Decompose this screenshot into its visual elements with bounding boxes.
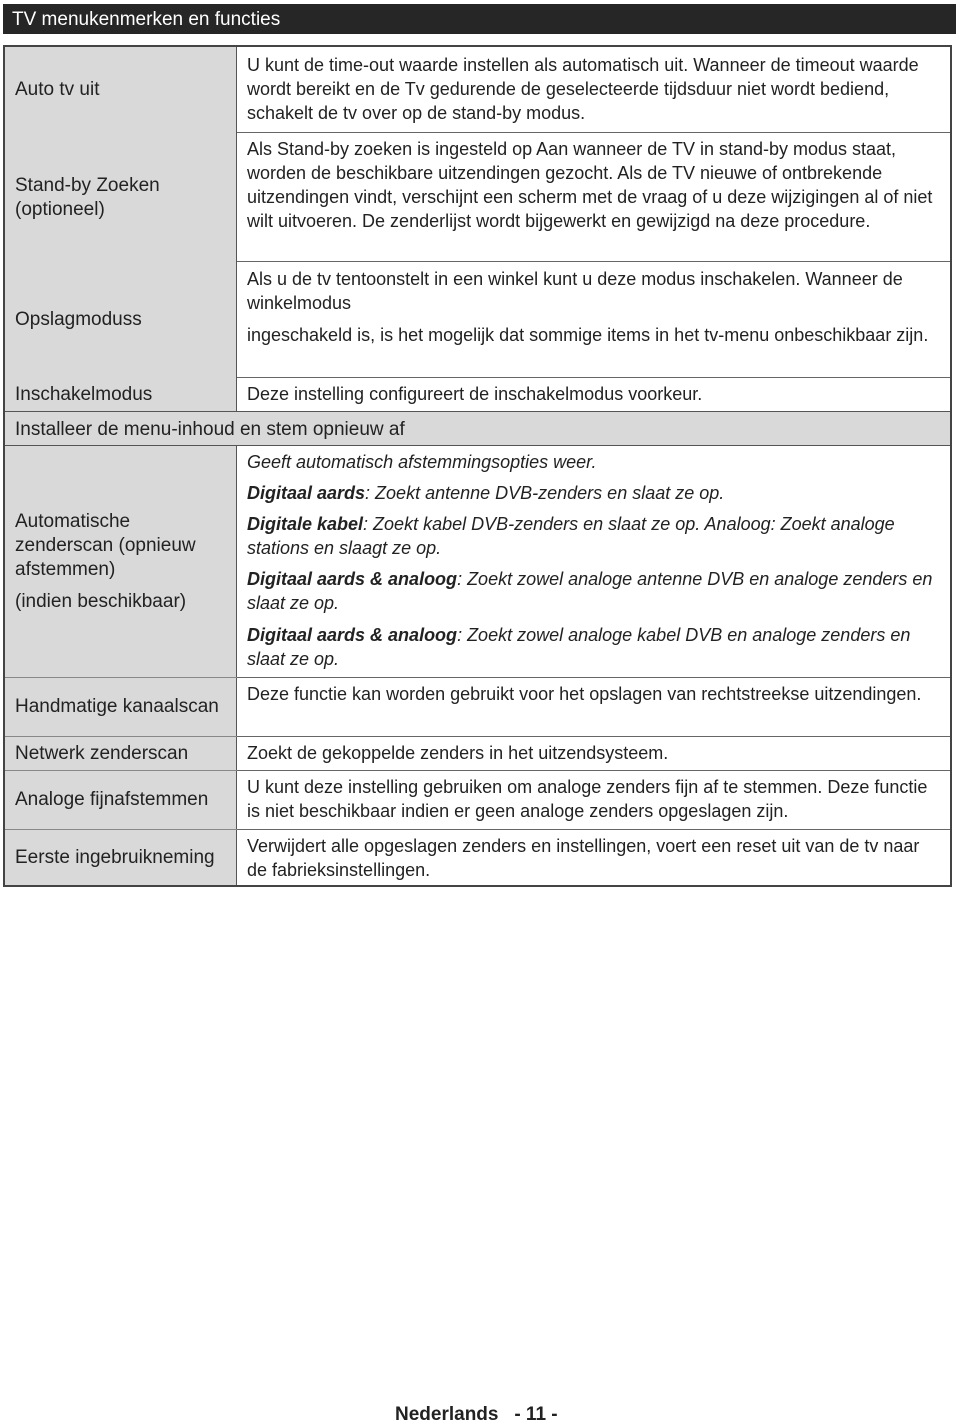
row-desc-opslagmoduss-1: Als u de tv tentoonstelt in een winkel kunt u deze modus inschakelen. Wanneer de winkelmodus	[247, 269, 903, 313]
auto-scan-term: Digitaal aards & analoog	[247, 625, 458, 645]
row-label-auto-tv-uit: Auto tv uit	[5, 47, 237, 133]
row-desc-automatische-zenderscan	[237, 450, 950, 676]
auto-scan-item	[247, 512, 942, 560]
auto-scan-label-main: Automatische zenderscan (opnieuw afstemmen)	[15, 511, 196, 580]
section-title: Installeer de menu-inhoud en stem opnieuw af	[5, 411, 950, 446]
row-divider	[237, 261, 950, 262]
auto-scan-term: Digitale kabel	[247, 514, 364, 534]
row-desc-netwerk-zenderscan: Zoekt de gekoppelde zenders in het uitzendsysteem.	[247, 743, 669, 763]
auto-scan-term: Digitaal aards & analoog	[247, 569, 458, 589]
auto-scan-text: : Zoekt zowel analoge kabel DVB en analoge zenders en slaat ze op.	[247, 625, 911, 669]
row-desc-opslagmoduss-2: ingeschakeld is, is het mogelijk dat sommige items in het tv-menu onbeschikbaar zijn.	[247, 325, 929, 345]
row-divider	[237, 377, 950, 378]
row-desc-inschakelmodus: Deze instelling configureert de inschakelmodus voorkeur.	[247, 384, 703, 404]
auto-scan-text: : Zoekt kabel DVB-zenders en slaat ze op. Analoog: Zoekt analoge stations en slaagt ze op.	[247, 514, 895, 558]
row-label-handmatige-kanaalscan: Handmatige kanaalscan	[5, 678, 237, 736]
row-desc-handmatige-kanaalscan: Deze functie kan worden gebruikt voor het opslagen van rechtstreekse uitzendingen.	[247, 684, 922, 704]
row-label-eerste-ingebruikneming: Eerste ingebruikneming	[5, 830, 237, 885]
page-footer	[395, 1404, 558, 1426]
auto-scan-term: Digitaal aards	[247, 483, 366, 503]
row-divider	[237, 736, 950, 737]
auto-scan-item	[247, 623, 942, 671]
row-label-automatische-zenderscan	[5, 446, 237, 678]
row-desc-analoge-fijnafstemmen: U kunt deze instelling gebruiken om analoge zenders fijn af te stemmen. Deze functie is niet beschikbaar indien er geen analoge zenders opgeslagen zijn.	[247, 777, 928, 821]
footer-page-number: - 11 -	[514, 1404, 558, 1425]
features-table	[3, 45, 952, 887]
auto-scan-intro: Geeft automatisch afstemmingsopties weer.	[247, 452, 597, 472]
auto-scan-text: : Zoekt zowel analoge antenne DVB en analoge zenders en slaat ze op.	[247, 569, 933, 613]
row-divider	[237, 677, 950, 678]
row-desc-eerste-ingebruikneming: Verwijdert alle opgeslagen zenders en instellingen, voert een reset uit van de tv naar de fabrieksinstellingen.	[247, 836, 920, 880]
row-label-standby-zoeken: Stand-by Zoeken (optioneel)	[5, 133, 237, 262]
row-desc-auto-tv-uit: U kunt de time-out waarde instellen als automatisch uit. Wanneer de timeout waarde wordt bereikt en de Tv gedurende de geselecteerde tijdsduur niet wordt bediend, schakelt de tv over op de stand-by modus.	[247, 55, 919, 123]
row-divider	[237, 770, 950, 771]
row-divider	[237, 132, 950, 133]
page-title: TV menukenmerken en functies	[3, 4, 956, 34]
row-label-netwerk-zenderscan: Netwerk zenderscan	[5, 737, 237, 770]
row-label-inschakelmodus: Inschakelmodus	[5, 378, 237, 411]
row-divider	[237, 829, 950, 830]
footer-language: Nederlands	[395, 1404, 499, 1425]
auto-scan-label-sub: (indien beschikbaar)	[15, 591, 187, 612]
auto-scan-text: : Zoekt antenne DVB-zenders en slaat ze op.	[365, 483, 725, 503]
row-desc-standby-zoeken: Als Stand-by zoeken is ingesteld op Aan wanneer de TV in stand-by modus staat, worden de beschikbare uitzendingen gezocht. Als de TV nieuwe of ontbrekende uitzendingen vindt, verschijnt een scherm met de vraag of u deze wijzigingen al of niet wilt uitvoeren. De zenderlijst wordt bijgewerkt en gewijzigd na deze procedure.	[247, 139, 933, 231]
auto-scan-item	[247, 567, 942, 615]
row-label-opslagmoduss: Opslagmoduss	[5, 262, 237, 378]
auto-scan-item	[247, 481, 942, 505]
row-label-analoge-fijnafstemmen: Analoge fijnafstemmen	[5, 771, 237, 829]
